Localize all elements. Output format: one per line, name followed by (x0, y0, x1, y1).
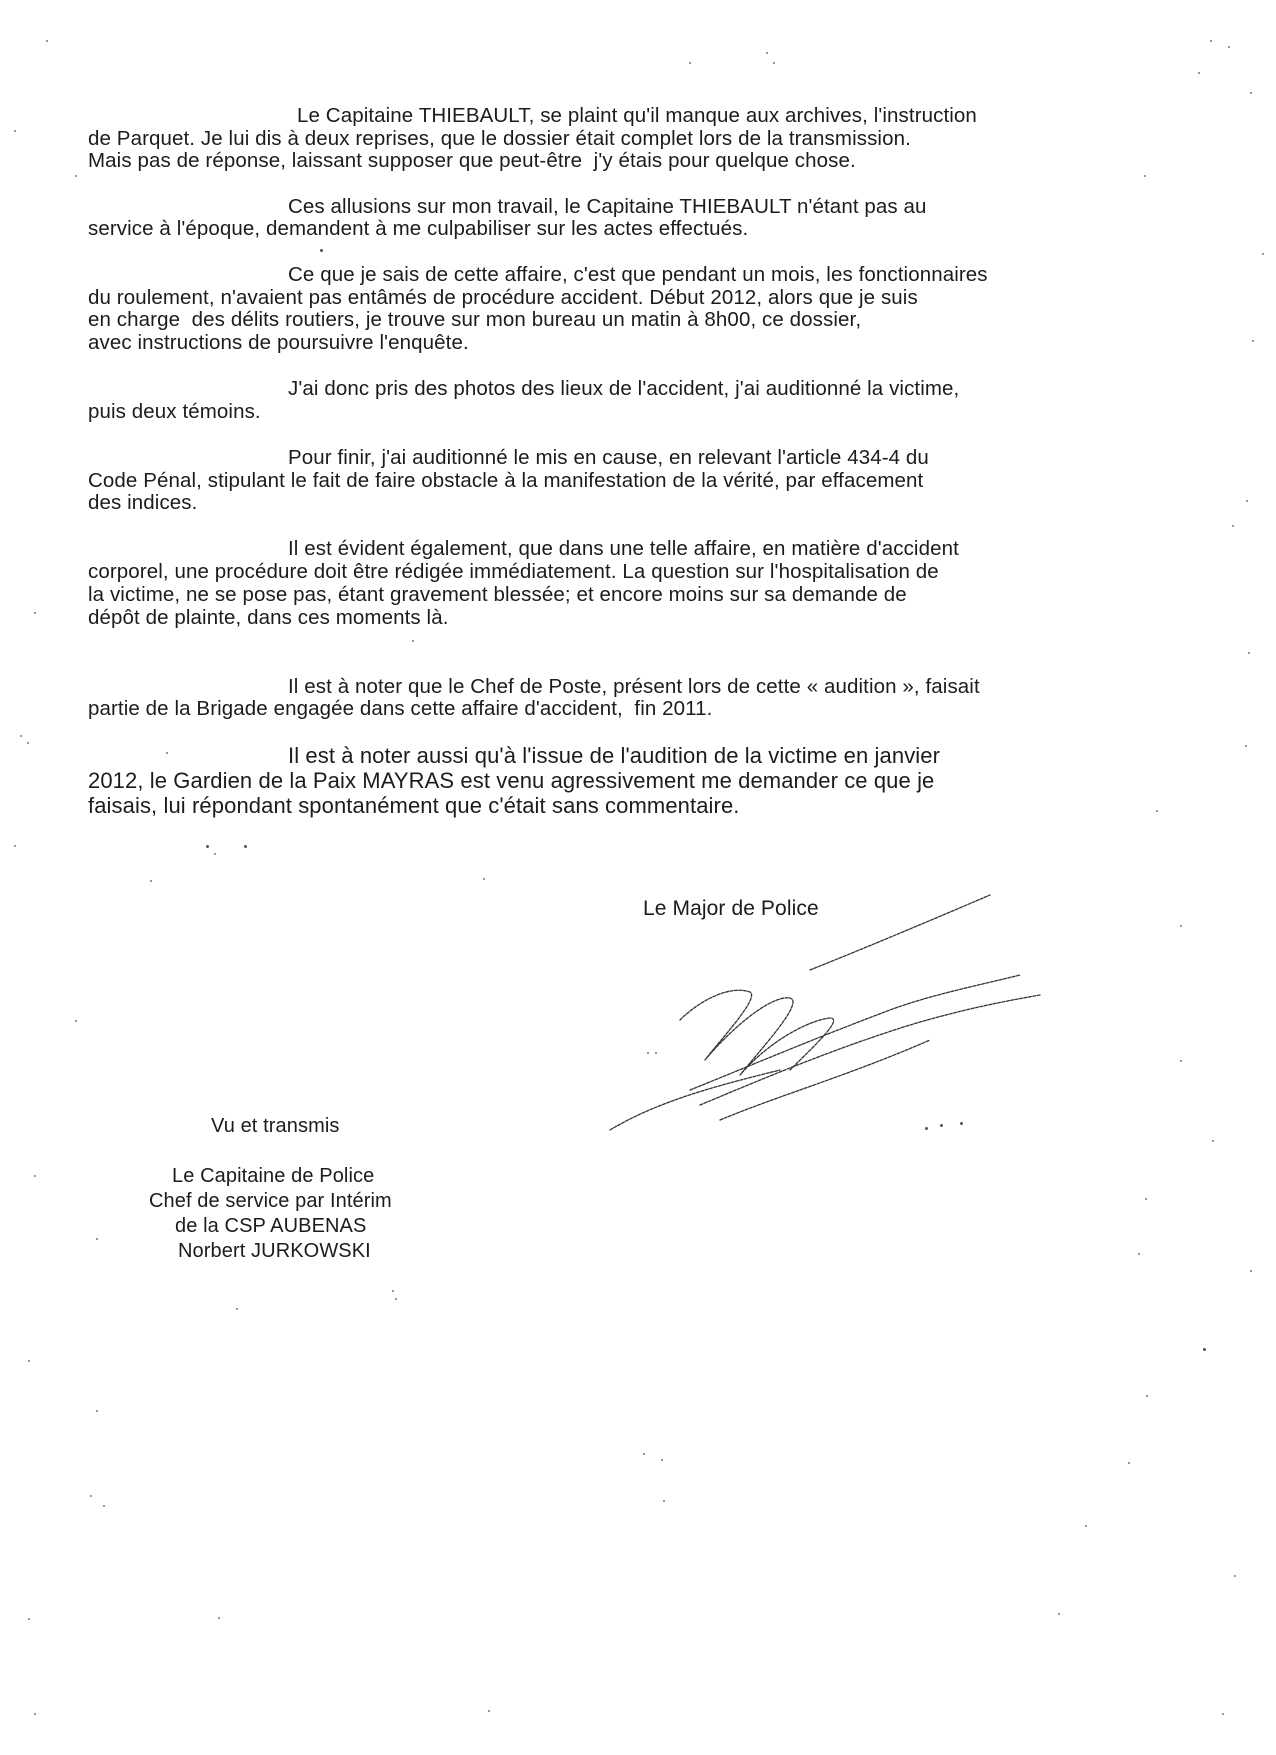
speck (483, 878, 485, 880)
speck (1248, 652, 1250, 654)
speck (46, 40, 48, 42)
speck (34, 1713, 36, 1715)
text-line: Il est à noter aussi qu'à l'issue de l'audition de la victime en janvier (288, 743, 941, 768)
speck (488, 1710, 490, 1712)
speck (214, 853, 216, 855)
text-line: Mais pas de réponse, laissant supposer que peut-être j'y étais pour quelque chose. (88, 149, 856, 172)
speck (1203, 1348, 1206, 1351)
speck (1198, 72, 1200, 74)
handwritten-signature (660, 980, 1120, 1220)
speck (1146, 1395, 1148, 1397)
text-line: faisais, lui répondant spontanément que c'était sans commentaire. (88, 793, 740, 818)
speck (643, 1453, 645, 1455)
text-line: Pour finir, j'ai auditionné le mis en cause, en relevant l'article 434-4 du (288, 446, 929, 469)
speck (1234, 1575, 1236, 1577)
speck (1245, 745, 1247, 747)
speck (20, 735, 22, 737)
speck (150, 880, 152, 882)
speck (1250, 92, 1252, 94)
speck (773, 62, 775, 64)
speck (395, 1298, 397, 1300)
speck (960, 1122, 963, 1125)
speck (75, 175, 77, 177)
speck (96, 1238, 98, 1240)
speck (1180, 925, 1182, 927)
speck (1212, 1140, 1214, 1142)
speck (14, 130, 16, 132)
speck (1222, 1713, 1224, 1715)
text-line: Ce que je sais de cette affaire, c'est que pendant un mois, les fonctionnaires (288, 263, 988, 286)
speck (206, 845, 209, 848)
text-line: J'ai donc pris des photos des lieux de l'accident, j'ai auditionné la victime, (288, 377, 960, 400)
text-line: corporel, une procédure doit être rédigée immédiatement. La question sur l'hospitalisation de (88, 560, 939, 583)
speck (320, 249, 323, 252)
text-line: en charge des délits routiers, je trouve sur mon bureau un matin à 8h00, ce dossier, (88, 308, 862, 331)
text-line: 2012, le Gardien de la Paix MAYRAS est venu agressivement me demander ce que je (88, 768, 935, 793)
speck (1232, 525, 1234, 527)
speck (1252, 340, 1254, 342)
speck (28, 1618, 30, 1620)
speck (1180, 1060, 1182, 1062)
speck (1128, 1462, 1130, 1464)
transmittal-line: de la CSP AUBENAS (175, 1215, 367, 1237)
text-line: de Parquet. Je lui dis à deux reprises, que le dossier était complet lors de la transmission. (88, 127, 911, 150)
speck (218, 1617, 220, 1619)
speck (1250, 1270, 1252, 1272)
text-line: Ces allusions sur mon travail, le Capitaine THIEBAULT n'étant pas au (288, 195, 927, 218)
speck (412, 640, 414, 642)
speck (1145, 1198, 1147, 1200)
text-line: partie de la Brigade engagée dans cette affaire d'accident, fin 2011. (88, 697, 713, 720)
speck (96, 1410, 98, 1412)
speck (663, 1500, 665, 1502)
text-line: Le Capitaine THIEBAULT, se plaint qu'il manque aux archives, l'instruction (297, 104, 977, 127)
speck (1262, 253, 1264, 255)
speck (647, 1052, 649, 1054)
text-line: Il est évident également, que dans une telle affaire, en matière d'accident (288, 537, 959, 560)
speck (14, 845, 16, 847)
speck (166, 752, 168, 754)
speck (392, 1290, 394, 1292)
speck (103, 1505, 105, 1507)
speck (34, 1175, 36, 1177)
speck (244, 845, 247, 848)
speck (689, 62, 691, 64)
speck (940, 1124, 943, 1127)
speck (34, 612, 36, 614)
speck (655, 1052, 657, 1054)
speck (90, 1495, 92, 1497)
speck (1058, 1613, 1060, 1615)
speck (766, 52, 768, 54)
text-line: service à l'époque, demandent à me culpabiliser sur les actes effectués. (88, 217, 749, 240)
transmittal-line: Le Capitaine de Police (172, 1165, 375, 1187)
transmittal-line: Chef de service par Intérim (149, 1190, 392, 1212)
text-line: Il est à noter que le Chef de Poste, présent lors de cette « audition », faisait (288, 675, 980, 698)
speck (1228, 46, 1230, 48)
text-line: des indices. (88, 491, 198, 514)
signature-title: Le Major de Police (643, 897, 819, 920)
text-line: du roulement, n'avaient pas entâmés de procédure accident. Début 2012, alors que je suis (88, 286, 918, 309)
speck (75, 1020, 77, 1022)
transmittal-heading: Vu et transmis (211, 1115, 340, 1137)
speck (27, 742, 29, 744)
speck (236, 1308, 238, 1310)
speck (1156, 810, 1158, 812)
speck (1085, 1525, 1087, 1527)
transmittal-line: Norbert JURKOWSKI (178, 1240, 371, 1262)
text-line: puis deux témoins. (88, 400, 261, 423)
speck (1246, 500, 1248, 502)
speck (661, 1459, 663, 1461)
text-line: la victime, ne se pose pas, étant gravement blessée; et encore moins sur sa demande de (88, 583, 907, 606)
speck (1138, 1253, 1140, 1255)
speck (925, 1127, 928, 1130)
text-line: dépôt de plainte, dans ces moments là. (88, 606, 449, 629)
speck (1144, 175, 1146, 177)
speck (28, 1360, 30, 1362)
speck (1210, 40, 1212, 42)
text-line: Code Pénal, stipulant le fait de faire obstacle à la manifestation de la vérité, par effacement (88, 469, 924, 492)
text-line: avec instructions de poursuivre l'enquête. (88, 331, 469, 354)
